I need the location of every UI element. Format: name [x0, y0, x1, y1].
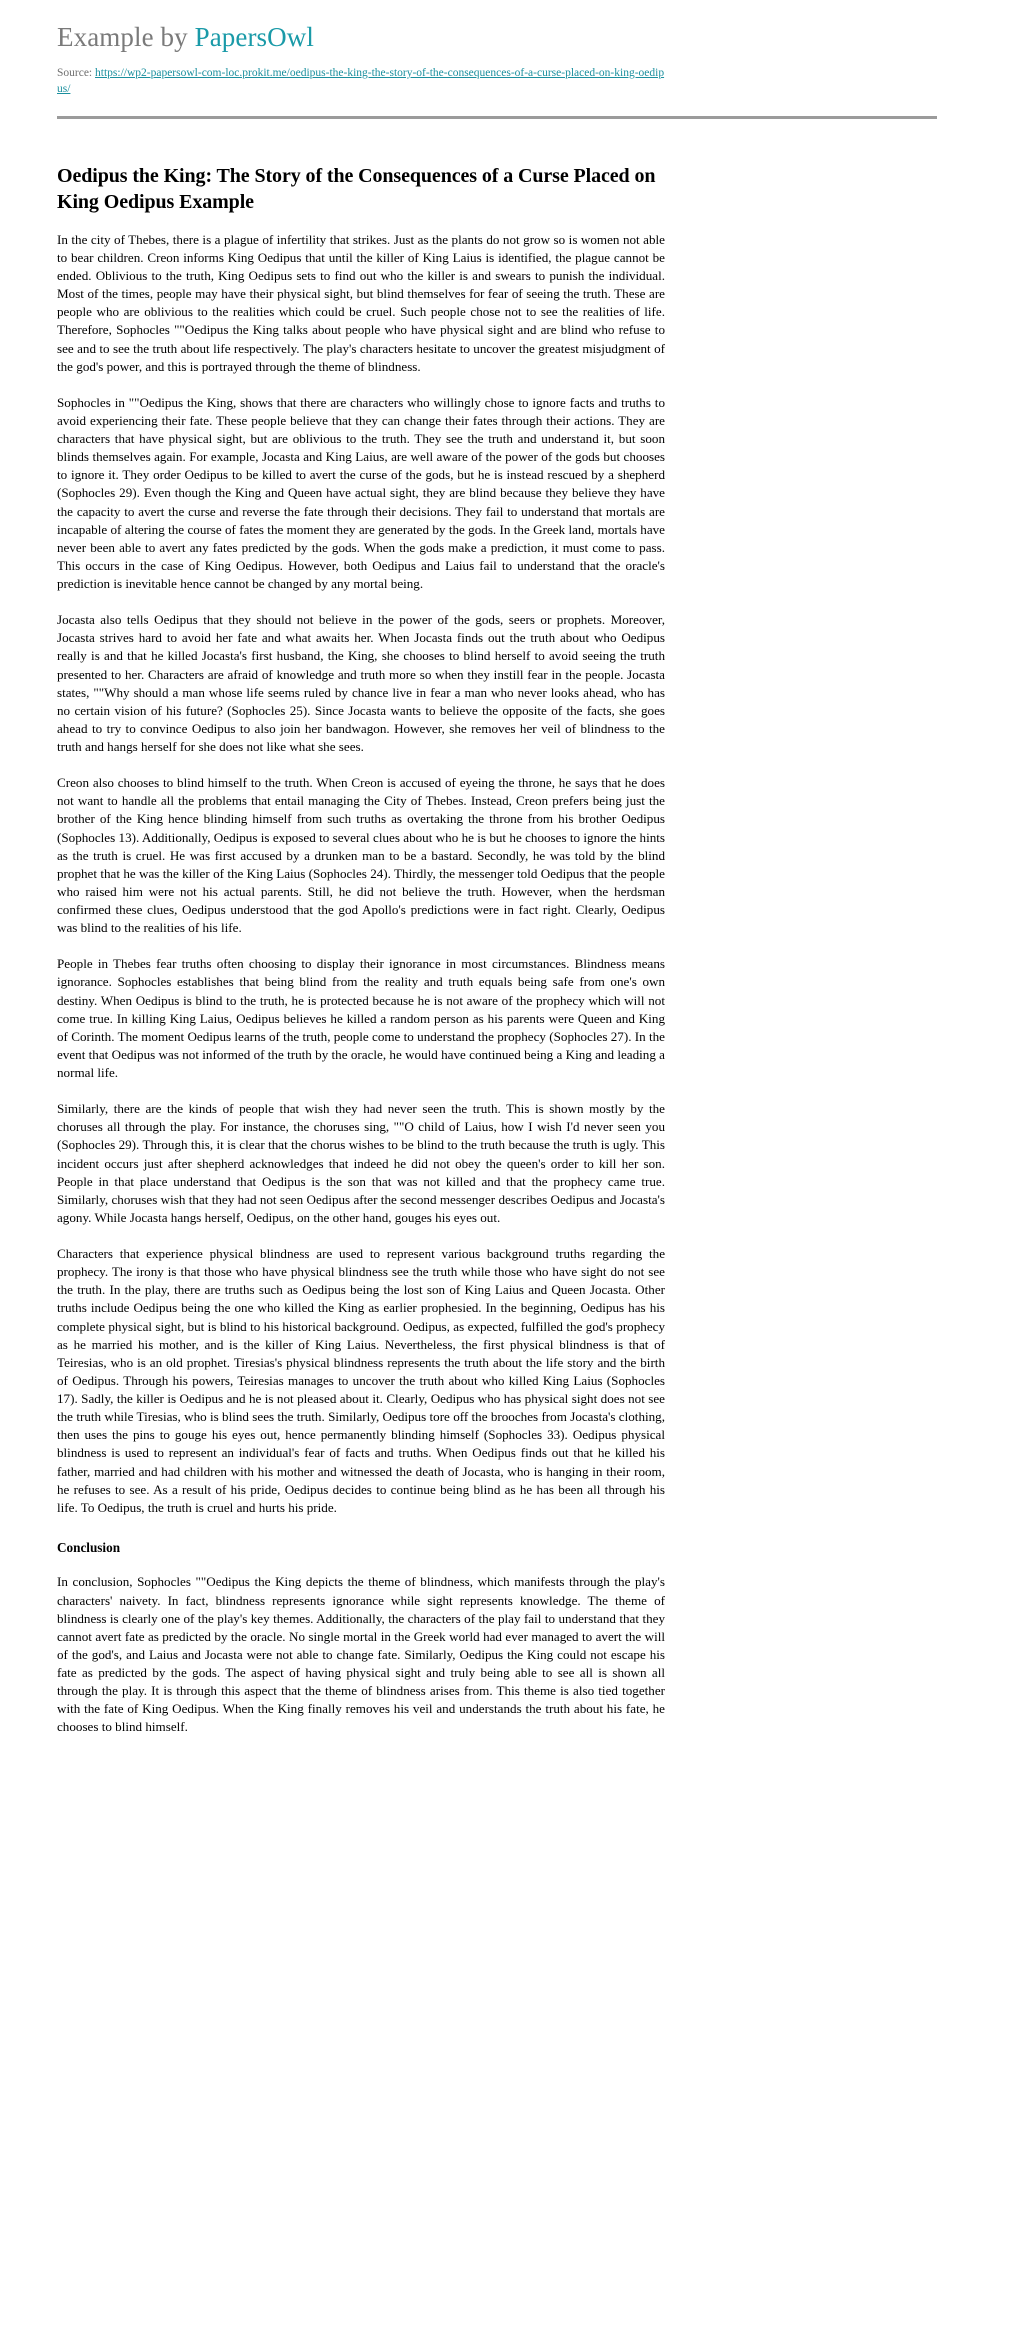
paragraph: People in Thebes fear truths often choosing to display their ignorance in most circumstances. Blindness means ignorance. Sophocles establishes that being blind from the reality and truth equals being safe from one's own destiny. When Oedipus is blind to the truth, he is protected because he is not aware of the prophecy which will not come true. In killing King Laius, Oedipus believes he killed a random person as his parents were Queen and King of Corinth. The moment Oedipus learns of the truth, people come to understand the prophecy (Sophocles 27). In the event that Oedipus was not informed of the truth by the oracle, he would have continued being a King and leading a normal life. [57, 956, 665, 1081]
brand-line [57, 22, 1024, 53]
article-body [57, 119, 665, 1737]
document-header [0, 0, 1024, 98]
brand-prefix-text: Example by [57, 22, 195, 52]
paragraph: Similarly, there are the kinds of people that wish they had never seen the truth. This is shown mostly by the choruses all through the play. For instance, the choruses sing, ""O child of Laius, how I wish I'd never seen you (Sophocles 29). Through this, it is clear that the chorus wishes to be blind to the truth because the truth is ugly. This incident occurs just after shepherd acknowledges that indeed he did not obey the queen's order to kill her son. People in that place understand that Oedipus is the son that was not killed and that the prophecy came true. Similarly, choruses wish that they had not seen Oedipus after the second messenger describes Oedipus and Jocasta's agony. While Jocasta hangs herself, Oedipus, on the other hand, gouges his eyes out. [57, 1101, 665, 1225]
section-heading-conclusion: Conclusion [57, 1539, 121, 1555]
source-line [57, 66, 665, 98]
paragraph: Sophocles in ""Oedipus the King, shows that there are characters who willingly chose to ignore facts and truths to avoid experiencing their fate. These people believe that they can change their fates through their actions. They are characters that have physical sight, but are oblivious to the truth. They see the truth and understand it, but soon blinds themselves again. For example, Jocasta and King Laius, are well aware of the power of the gods but chooses to ignore it. They order Oedipus to be killed to avert the curse of the gods, but he is instead rescued by a shepherd (Sophocles 29). Even though the King and Queen have actual sight, they are blind because they believe they have the capacity to avert the curse and reverse the fate through their decisions. They fail to understand that mortals are incapable of altering the course of fates the moment they are generated by the gods. In the Greek land, mortals have never been able to avert any fates predicted by the gods. When the gods make a prediction, it must come to pass. This occurs in the case of King Oedipus. However, both Oedipus and Laius fail to understand that the oracle's prediction is inevitable hence cannot be changed by any mortal being. [57, 394, 665, 592]
paragraph: Jocasta also tells Oedipus that they should not believe in the power of the gods, seers or prophets. Moreover, Jocasta strives hard to avoid her fate and what awaits her. When Jocasta finds out the truth about who Oedipus really is and that he killed Jocasta's first husband, the King, she chooses to blind herself to avoid seeing the truth presented to her. Characters are afraid of knowledge and truth more so when they instill fear in the people. Jocasta states, ""Why should a man whose life seems ruled by chance live in fear a man who never looks ahead, who has no certain vision of his future? (Sophocles 25). Since Jocasta wants to believe the opposite of the facts, she goes ahead to try to convince Oedipus to also join her bandwagon. However, she removes her veil of blindness to the truth and hangs herself for she does not like what she sees. [57, 612, 665, 755]
page-title: Oedipus the King: The Story of the Consequences of a Curse Placed on King Oedipus Example [57, 164, 656, 213]
brand-name-text: PapersOwl [194, 22, 314, 52]
paragraph: In conclusion, Sophocles ""Oedipus the King depicts the theme of blindness, which manifests through the play's characters' naivety. In fact, blindness represents ignorance while sight represents knowledge. The theme of blindness is clearly one of the play's key themes. Additionally, the characters of the play fail to understand that they cannot avert fate as predicted by the oracle. No single mortal in the Greek world had ever managed to avert the will of the god's, and Laius and Jocasta were not able to change fate. Similarly, Oedipus the King could not escape his fate as predicted by the gods. The aspect of having physical sight and truly being able to see all is shown all through the play. It is through this aspect that the theme of blindness arises from. This theme is also tied together with the fate of King Oedipus. When the King finally removes his veil and understands the truth about his fate, he chooses to blind himself. [57, 1574, 665, 1735]
source-url-link[interactable]: https://wp2-papersowl-com-loc.prokit.me/oedipus-the-king-the-story-of-the-consequences-of-a-curse-placed-on-king-oedipus/ [57, 67, 665, 95]
paragraph: In the city of Thebes, there is a plague of infertility that strikes. Just as the plants do not grow so is women not able to bear children. Creon informs King Oedipus that until the killer of King Laius is identified, the plague cannot be ended. Oblivious to the truth, King Oedipus sets to find out who the killer is and swears to punish the individual. Most of the times, people may have their physical sight, but blind themselves for fear of seeing the truth. These are people who are oblivious to the realities which could be cruel. Such people chose not to see the realities of life. Therefore, Sophocles ""Oedipus the King talks about people who have physical sight and are blind who refuse to see and to see the truth about life respectively. The play's characters hesitate to uncover the greatest misjudgment of the god's power, and this is portrayed through the theme of blindness. [57, 231, 665, 374]
paragraph: Creon also chooses to blind himself to the truth. When Creon is accused of eyeing the throne, he says that he does not want to handle all the problems that entail managing the City of Thebes. Instead, Creon prefers being just the brother of the King hence blinding himself from such truths as overtaking the throne from his brother Oedipus (Sophocles 13). Additionally, Oedipus is exposed to several clues about who he is but he chooses to ignore the hints as the truth is cruel. He was first accused by a drunken man to be a bastard. Secondly, he was told by the blind prophet that he was the killer of the King Laius (Sophocles 24). Thirdly, the messenger told Oedipus that the people who raised him were not his actual parents. Still, he did not believe the truth. However, when the herdsman confirmed these clues, Oedipus understood that the god Apollo's predictions were in fact right. Clearly, Oedipus was blind to the realities of his life. [57, 775, 665, 936]
paragraph: Characters that experience physical blindness are used to represent various background truths regarding the prophecy. The irony is that those who have physical blindness see the truth while those who have sight do not see the truth. In the play, there are truths such as Oedipus being the lost son of King Laius and Queen Jocasta. Other truths include Oedipus being the one who killed the King as earlier prophesied. In the beginning, Oedipus has his complete physical sight, but is blind to his historical background. Oedipus, as expected, fulfilled the god's prophecy as he married his mother, and is the killer of King Laius. Nevertheless, the first physical blindness is that of Teiresias, who is an old prophet. Tiresias's physical blindness represents the truth about the life story and the birth of Oedipus. Through his powers, Teiresias manages to uncover the truth about who killed King Laius (Sophocles 17). Sadly, the killer is Oedipus and he is not pleased about it. Clearly, Oedipus who has physical sight does not see the truth while Tiresias, who is blind sees the truth. Similarly, Oedipus tore off the brooches from Jocasta's clothing, then uses the pins to gouge his eyes out, hence permanently blinding himself (Sophocles 33). Oedipus physical blindness is used to represent an individual's fear of facts and truths. When Oedipus finds out that he killed his father, married and had children with his mother and witnessed the death of Jocasta, who is hanging in their room, he refuses to see. As a result of his pride, Oedipus decides to continue being blind as he has been all through his life. To Oedipus, the truth is cruel and hurts his pride. [57, 1246, 665, 1515]
source-label: Source: [57, 67, 96, 80]
